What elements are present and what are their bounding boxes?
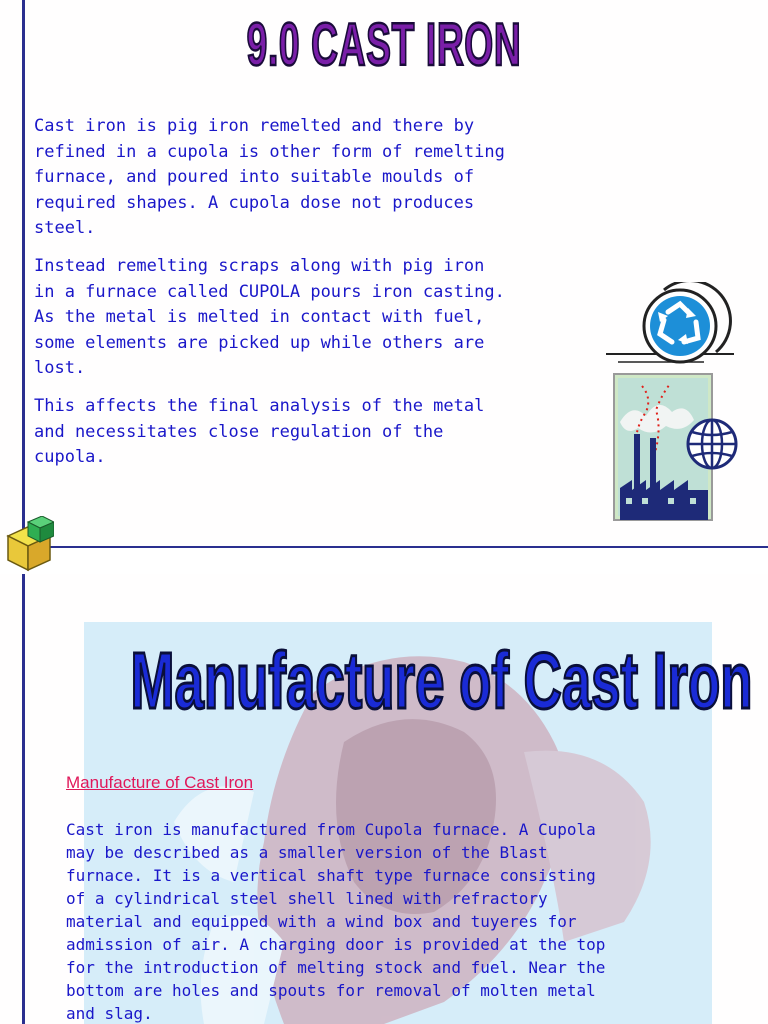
left-vertical-rule [22,0,25,548]
paragraph-1: Cast iron is pig iron remelted and there by refined in a cupola is other form of remelting furnace, and poured into suitable moulds of required shapes. A cupola dose not produces steel. [34,116,505,238]
factory-globe-icon [612,372,742,524]
recycle-icon [604,282,738,378]
cube-icon [4,516,54,572]
paragraph-2: Instead remelting scraps along with pig iron in a furnace called CUPOLA pours iron casting. As the metal is melted in contact with fuel, some elements are picked up while others are lost. [34,256,505,378]
slide-title: Manufacture of Cast Iron [130,636,753,725]
section-heading: Manufacture of Cast Iron [66,773,254,792]
slide-title: 9.0 CAST IRON [246,11,522,78]
paragraph-3: This affects the final analysis of the metal and necessitates close regulation of the cupola. [34,396,485,467]
body-paragraph: Cast iron is manufactured from Cupola furnace. A Cupola may be described as a smaller version of the Blast furnace. It is a vertical shaft type furnace consisting of a cylindrical steel shell lined with refractory material and equipped with a wind box and tuyeres for admission of air. A charging door is provided at the top for the introduction of melting stock and fuel. Near the bottom are holes and spouts for removal of molten metal and slag. [66,820,606,1023]
left-vertical-rule-2 [22,574,25,1024]
slide-manufacture [0,574,768,1024]
slide-bottom-rule [22,546,768,548]
